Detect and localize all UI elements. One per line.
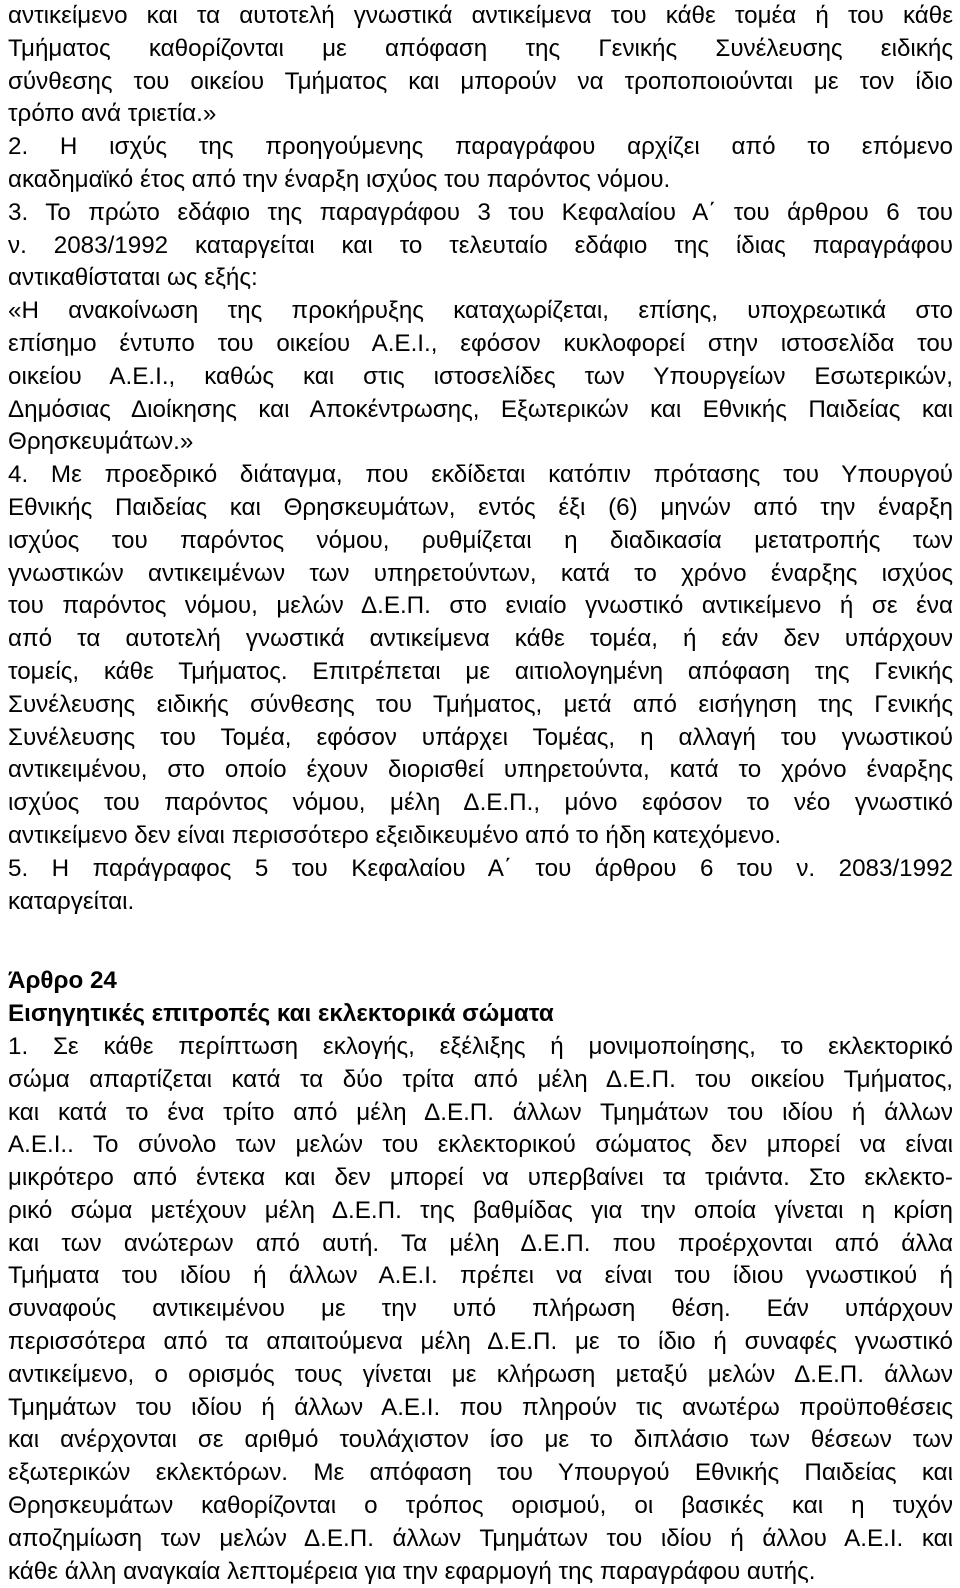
text-line: και κατά το ένα τρίτο από μέλη Δ.Ε.Π. άλλων Τμημάτων του ιδίου ή άλλων — [8, 1098, 953, 1126]
text-line: αποζημίωση των μελών Δ.Ε.Π. άλλων Τμημάτων του ιδίου ή άλλου Α.Ε.Ι. και — [8, 1524, 953, 1552]
text-line: και των ανώτερων από αυτή. Τα μέλη Δ.Ε.Π. που προέρχονται από άλλα — [8, 1229, 953, 1257]
text-line: Δημόσιας Διοίκησης και Αποκέντρωσης, Εξωτερικών και Εθνικής Παιδείας και — [8, 395, 953, 423]
text-line: ν. 2083/1992 καταργείται και το τελευταίο εδάφιο της ίδιας παραγράφου — [8, 231, 953, 259]
text-line: Α.Ε.Ι.. Το σύνολο των μελών του εκλεκτορικού σώματος δεν μπορεί να είναι — [8, 1131, 953, 1159]
text-line: μικρότερο από έντεκα και δεν μπορεί να υπερβαίνει τα τριάντα. Στο εκλεκτο- — [8, 1164, 953, 1192]
text-line: Συνέλευσης ειδικής σύνθεσης του Τμήματος, μετά από εισήγηση της Γενικής — [8, 690, 953, 718]
text-line: σώμα απαρτίζεται κατά τα δύο τρίτα από μέλη Δ.Ε.Π. του οικείου Τμήματος, — [8, 1065, 953, 1093]
text-line: 3. Το πρώτο εδάφιο της παραγράφου 3 του Κεφαλαίου Α΄ του άρθρου 6 του — [8, 198, 953, 226]
text-line: 1. Σε κάθε περίπτωση εκλογής, εξέλιξης ή μονιμοποίησης, το εκλεκτορικό — [8, 1032, 953, 1060]
article-title: Εισηγητικές επιτροπές και εκλεκτορικά σώματα — [8, 1000, 554, 1028]
text-line: Τμήματος καθορίζονται με απόφαση της Γενικής Συνέλευσης ειδικής — [8, 34, 953, 62]
paragraph-gap — [8, 918, 953, 965]
text-line: Θρησκευμάτων καθορίζονται ο τρόπος ορισμού, οι βασικές και η τυχόν — [8, 1492, 953, 1520]
text-line: γνωστικών αντικειμένων των υπηρετούντων, κατά το χρόνο έναρξης ισχύος — [8, 559, 953, 587]
text-line: συναφούς αντικειμένου με την υπό πλήρωση θέση. Εάν υπάρχουν — [8, 1295, 953, 1323]
text-line: αντικαθίσταται ως εξής: — [8, 264, 258, 292]
text-line: και ανέρχονται σε αριθμό τουλάχιστον ίσο με το διπλάσιο των θέσεων των — [8, 1426, 953, 1454]
text-line: οικείου Α.Ε.Ι., καθώς και στις ιστοσελίδες των Υπουργείων Εσωτερικών, — [8, 362, 953, 390]
text-line: από τα αυτοτελή γνωστικά αντικείμενα κάθε τομέα, ή εάν δεν υπάρχουν — [8, 625, 953, 653]
text-line: Τμήματα του ιδίου ή άλλων Α.Ε.Ι. πρέπει να είναι του ίδιου γνωστικού ή — [8, 1262, 953, 1290]
text-line: Τμημάτων του ιδίου ή άλλων Α.Ε.Ι. που πληρούν τις ανωτέρω προϋποθέσεις — [8, 1393, 953, 1421]
text-line: σύνθεσης του οικείου Τμήματος και μπορούν να τροποποιούνται με τον ίδιο — [8, 67, 953, 95]
document-page — [8, 0, 953, 1588]
article-number: Άρθρο 24 — [8, 967, 117, 995]
text-line: ισχύος του παρόντος νόμου, μέλη Δ.Ε.Π., μόνο εφόσον το νέο γνωστικό — [8, 789, 953, 817]
text-line: 2. Η ισχύς της προηγούμενης παραγράφου αρχίζει από το επόμενο — [8, 133, 953, 161]
text-line: 5. Η παράγραφος 5 του Κεφαλαίου Α΄ του άρθρου 6 του ν. 2083/1992 — [8, 854, 953, 882]
text-line: κάθε άλλη αναγκαία λεπτομέρεια για την εφαρμογή της παραγράφου αυτής. — [8, 1557, 816, 1585]
text-line: Εθνικής Παιδείας και Θρησκευμάτων, εντός έξι (6) μηνών από την έναρξη — [8, 493, 953, 521]
text-line: αντικείμενο, ο ορισμός τους γίνεται με κλήρωση μεταξύ μελών Δ.Ε.Π. άλλων — [8, 1360, 953, 1388]
text-line: επίσημο έντυπο του οικείου Α.Ε.Ι., εφόσον κυκλοφορεί στην ιστοσελίδα του — [8, 329, 953, 357]
text-line: του παρόντος νόμου, μελών Δ.Ε.Π. στο ενιαίο γνωστικό αντικείμενο ή σε ένα — [8, 592, 953, 620]
text-line: καταργείται. — [8, 887, 135, 915]
text-line: ισχύος του παρόντος νόμου, ρυθμίζεται η διαδικασία μετατροπής των — [8, 526, 953, 554]
text-line: αντικειμένου, στο οποίο έχουν διορισθεί υπηρετούντα, κατά το χρόνο έναρξης — [8, 756, 953, 784]
text-line: αντικείμενο δεν είναι περισσότερο εξειδικευμένο από το ήδη κατεχόμενο. — [8, 821, 782, 849]
text-line: περισσότερα από τα απαιτούμενα μέλη Δ.Ε.Π. με το ίδιο ή συναφές γνωστικό — [8, 1328, 953, 1356]
text-line: αντικείμενο και τα αυτοτελή γνωστικά αντικείμενα του κάθε τομέα ή του κάθε — [8, 2, 953, 29]
text-line: τομείς, κάθε Τμήματος. Επιτρέπεται με αιτιολογημένη απόφαση της Γενικής — [8, 657, 953, 685]
text-line: ακαδημαϊκό έτος από την έναρξη ισχύος του παρόντος νόμου. — [8, 165, 671, 193]
text-line: Συνέλευσης του Τομέα, εφόσον υπάρχει Τομέας, η αλλαγή του γνωστικού — [8, 723, 953, 751]
text-line: «Η ανακοίνωση της προκήρυξης καταχωρίζεται, επίσης, υποχρεωτικά στο — [8, 297, 953, 325]
text-line: Θρησκευμάτων.» — [8, 428, 194, 456]
text-line: εξωτερικών εκλεκτόρων. Με απόφαση του Υπουργού Εθνικής Παιδείας και — [8, 1459, 953, 1487]
text-line: τρόπο ανά τριετία.» — [8, 100, 217, 128]
text-line: 4. Με προεδρικό διάταγμα, που εκδίδεται κατόπιν πρότασης του Υπουργού — [8, 461, 953, 489]
text-line: ρικό σώμα μετέχουν μέλη Δ.Ε.Π. της βαθμίδας για την οποία γίνεται η κρίση — [8, 1196, 953, 1224]
